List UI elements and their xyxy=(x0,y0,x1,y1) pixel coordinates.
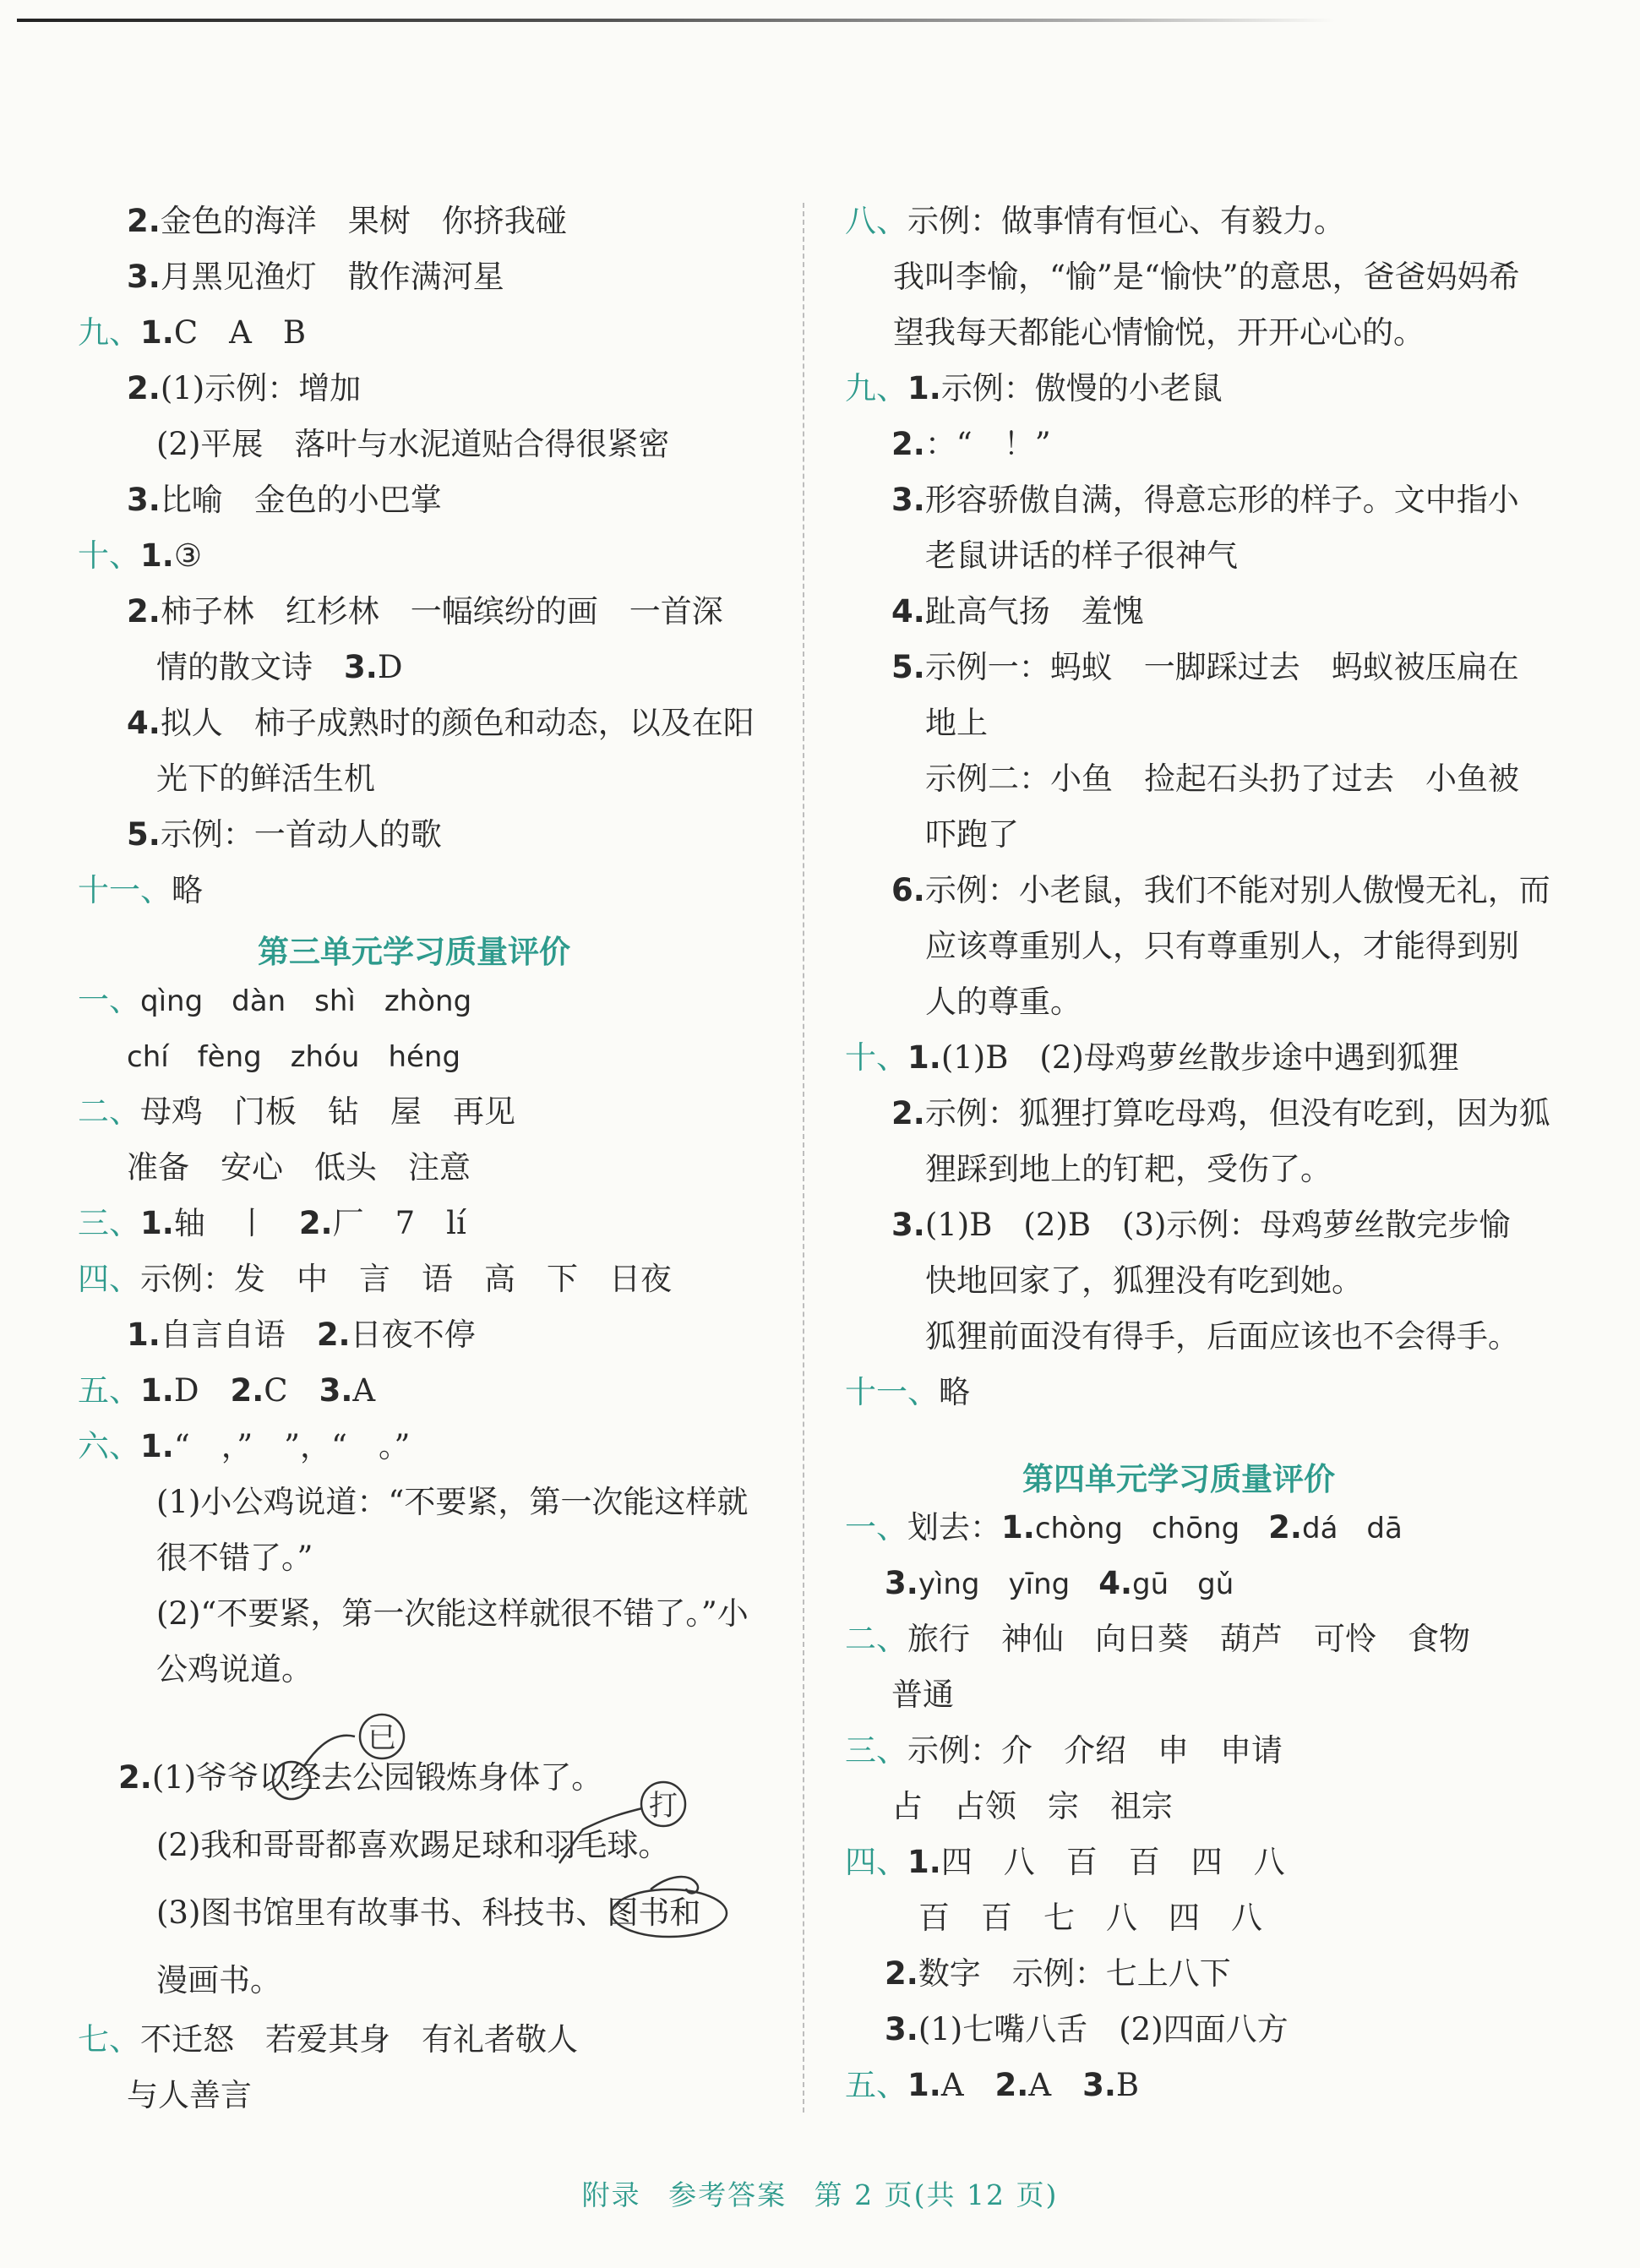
answer-line: 光下的鲜活生机 xyxy=(156,761,375,797)
answer-line: 吓跑了 xyxy=(925,816,1019,853)
footer-appendix: 附录 xyxy=(581,2178,641,2211)
circle-mark xyxy=(612,1889,727,1937)
answer-line: 占 占领 宗 祖宗 xyxy=(891,1788,1173,1824)
answer-line: 3.(1)七嘴八舌 (2)四面八方 xyxy=(885,2011,1289,2047)
answer-line: 4.趾高气扬 羞愧 xyxy=(891,593,1144,630)
answer-line: 普通 xyxy=(891,1676,954,1713)
answer-line: 2.金色的海洋 果树 你挤我碰 xyxy=(127,203,567,239)
answer-line: 2.示例：狐狸打算吃母鸡，但没有吃到，因为狐 xyxy=(891,1095,1550,1131)
answer-line: 1.自言自语 2.日夜不停 xyxy=(127,1317,476,1353)
section-5: 五、1.A 2.A 3.B xyxy=(845,2067,1140,2103)
answer-line: 3.月黑见渔灯 散作满河星 xyxy=(127,259,504,295)
section-5: 五、1.D 2.C 3.A xyxy=(78,1372,376,1409)
insert-line xyxy=(559,1808,642,1863)
answer-line: 准备 安心 低头 注意 xyxy=(127,1149,471,1186)
answer-line: 狐狸前面没有得手，后面应该也不会得手。 xyxy=(925,1318,1519,1355)
correction-line-1: 2.(1)爷爷以经去公园锻炼身体了。 xyxy=(118,1759,603,1796)
insert-line xyxy=(304,1736,355,1766)
section-3: 三、示例：介 介绍 申 申请 xyxy=(845,1732,1283,1769)
answer-line: 狸踩到地上的钉耙，受伤了。 xyxy=(925,1151,1332,1187)
footer-page-number: 第 2 页(共 12 页) xyxy=(814,2178,1059,2211)
answer-line: 6.示例：小老鼠，我们不能对别人傲慢无礼，而 xyxy=(891,872,1550,908)
answer-line: 3.(1)B (2)B (3)示例：母鸡萝丝散完步愉 xyxy=(891,1207,1511,1243)
section-2: 二、旅行 神仙 向日葵 葫芦 可怜 食物 xyxy=(845,1621,1470,1657)
answer-line: (2)“不要紧，第一次能这样就很不错了。”小 xyxy=(156,1595,749,1632)
answer-line: 与人善言 xyxy=(127,2077,252,2113)
section-3: 三、1.轴 丨 2.厂 7 lí xyxy=(78,1205,466,1241)
answer-line: 漫画书。 xyxy=(156,1962,281,1998)
answer-line: 人的尊重。 xyxy=(925,984,1082,1020)
answer-line: 望我每天都能心情愉悦，开开心心的。 xyxy=(893,314,1425,351)
section-11: 十一、略 xyxy=(78,872,203,908)
section-2: 二、母鸡 门板 钻 屋 再见 xyxy=(78,1093,515,1130)
section-11: 十一、略 xyxy=(845,1374,970,1410)
footer-answers: 参考答案 xyxy=(668,2178,787,2211)
answer-line: 2.：“ ！” xyxy=(891,426,1051,462)
answer-line: 2.数字 示例：七上八下 xyxy=(885,1955,1231,1992)
pinyin-line: 3.yìng yīng 4.gū gǔ xyxy=(885,1565,1234,1601)
answer-line: 示例二：小鱼 捡起石头扔了过去 小鱼被 xyxy=(925,761,1519,797)
answer-line: 4.拟人 柿子成熟时的颜色和动态，以及在阳 xyxy=(127,705,755,741)
answer-line: 很不错了。” xyxy=(156,1540,313,1576)
section-9: 九、1.示例：傲慢的小老鼠 xyxy=(845,370,1223,406)
answer-line: 公鸡说道。 xyxy=(156,1651,313,1687)
section-10: 十、1.③ xyxy=(78,537,202,574)
pinyin-line: chí fèng zhóu héng xyxy=(127,1040,461,1074)
answer-line: 地上 xyxy=(925,705,988,741)
circle-mark xyxy=(273,1762,310,1799)
correction-line-2: (2)我和哥哥都喜欢踢足球和羽毛球。 xyxy=(156,1827,670,1863)
section-8: 八、示例：做事情有恒心、有毅力。 xyxy=(845,203,1345,239)
page-footer xyxy=(0,2173,1640,2213)
section-1: 一、划去：1.chòng chōng 2.dá dā xyxy=(845,1509,1403,1546)
answer-line: 老鼠讲话的样子很神气 xyxy=(925,537,1238,574)
correction-char-yi: 已 xyxy=(368,1721,396,1755)
section-4: 四、示例：发 中 言 语 高 下 日夜 xyxy=(78,1261,672,1297)
answer-line: 3.比喻 金色的小巴掌 xyxy=(127,482,442,518)
answer-line: 百 百 七 八 四 八 xyxy=(918,1900,1262,1936)
section-4: 四、1.四 八 百 百 四 八 xyxy=(845,1844,1285,1880)
answer-line: 2.(1)示例：增加 xyxy=(127,370,362,406)
answer-line: 应该尊重别人，只有尊重别人，才能得到别 xyxy=(925,928,1519,964)
answer-line: (2)平展 落叶与水泥道贴合得很紧密 xyxy=(156,426,670,462)
section-7: 七、不迁怒 若爱其身 有礼者敬人 xyxy=(78,2021,578,2058)
section-10: 十、1.(1)B (2)母鸡萝丝散步途中遇到狐狸 xyxy=(845,1039,1459,1076)
answer-line: 5.示例一：蚂蚁 一脚踩过去 蚂蚁被压扁在 xyxy=(891,649,1519,685)
pinyin-line: 一、qìng dàn shì zhòng xyxy=(78,982,472,1018)
answer-line: 5.示例：一首动人的歌 xyxy=(127,816,442,853)
answer-line: 3.形容骄傲自满，得意忘形的样子。文中指小 xyxy=(891,482,1519,518)
correction-line-3: (3)图书馆里有故事书、科技书、图书和 xyxy=(156,1895,701,1931)
answer-line: (1)小公鸡说道：“不要紧，第一次能这样就 xyxy=(156,1484,749,1520)
answer-line: 情的散文诗 3.D xyxy=(156,649,403,685)
unit-3-heading: 第三单元学习质量评价 xyxy=(258,934,570,970)
answer-line: 2.柿子林 红杉林 一幅缤纷的画 一首深 xyxy=(127,593,723,630)
answer-line: 我叫李愉，“愉”是“愉快”的意思，爸爸妈妈希 xyxy=(893,259,1520,295)
section-6: 六、1.“ ，” ”，“ 。” xyxy=(78,1428,411,1464)
unit-4-heading: 第四单元学习质量评价 xyxy=(1022,1461,1335,1497)
answer-line: 快地回家了，狐狸没有吃到她。 xyxy=(925,1262,1363,1299)
correction-char-da: 打 xyxy=(649,1789,678,1823)
section-9: 九、1.C A B xyxy=(78,314,307,351)
